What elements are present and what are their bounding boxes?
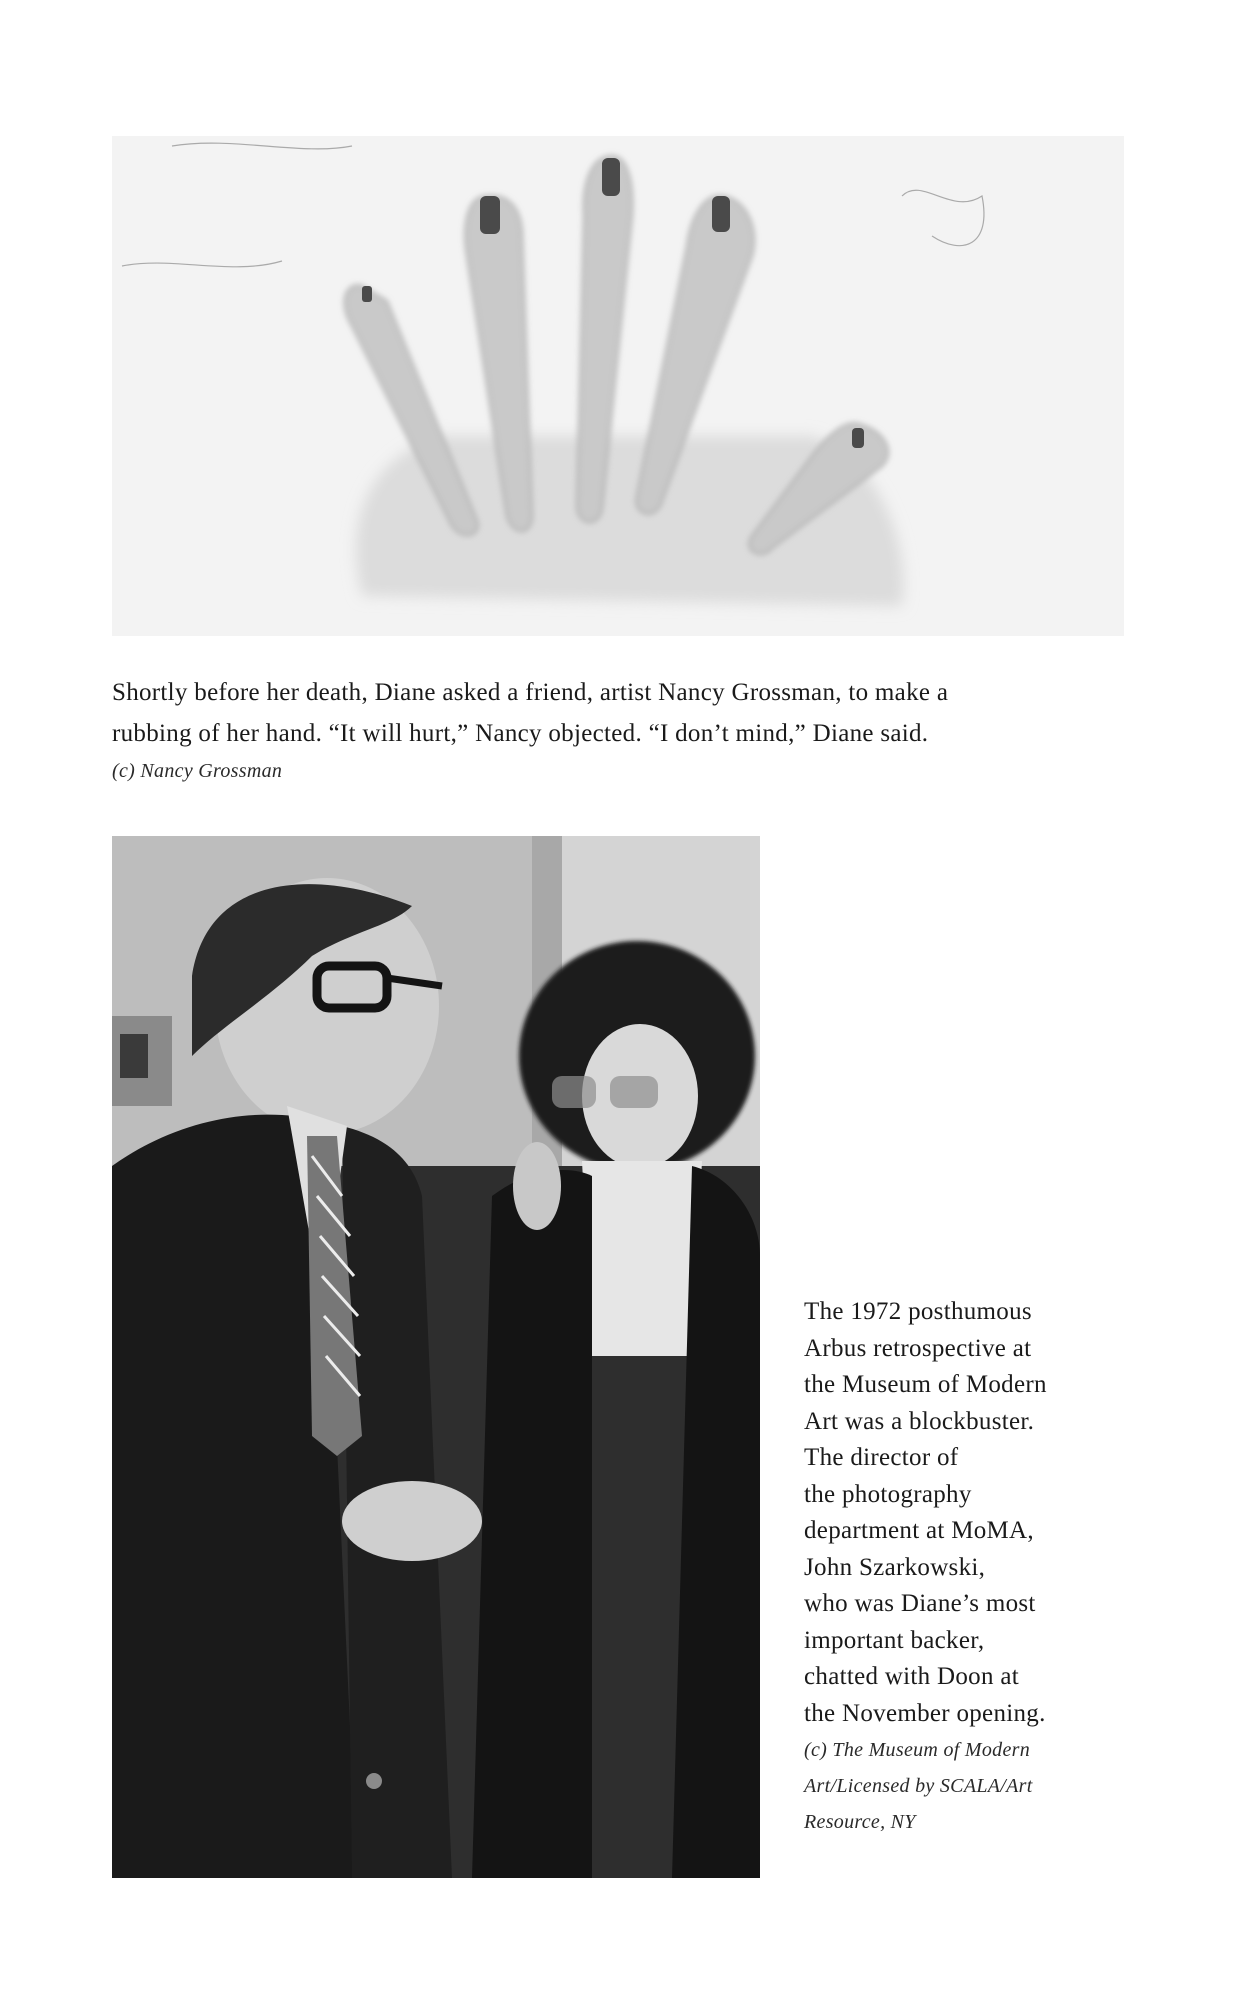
caption-line: John Szarkowski, <box>804 1553 986 1581</box>
top-caption <box>112 672 1124 786</box>
caption-line: rubbing of her hand. “It will hurt,” Nancy objected. “I don’t mind,” Diane said. <box>112 720 929 747</box>
caption-line: the photography <box>804 1480 972 1508</box>
caption-line: Shortly before her death, Diane asked a friend, artist Nancy Grossman, to make a <box>112 679 949 706</box>
caption-line: who was Diane’s most <box>804 1590 1036 1617</box>
hand-rubbing-drawing <box>112 136 1124 636</box>
photo-credit-line: Art/Licensed by SCALA/Art <box>804 1775 1033 1797</box>
caption-line: the November opening. <box>804 1699 1046 1727</box>
moma-opening-photo <box>112 836 760 1878</box>
hand-rubbing-image <box>112 136 1124 636</box>
caption-line: department at MoMA, <box>804 1517 1034 1544</box>
caption-line: The director of <box>804 1444 959 1471</box>
caption-line: Art was a blockbuster. <box>804 1407 1035 1435</box>
caption-line: Arbus retrospective at <box>804 1334 1032 1362</box>
photo-credit-line: Resource, NY <box>804 1811 916 1833</box>
caption-line: chatted with Doon at <box>804 1663 1019 1690</box>
caption-line: The 1972 posthumous <box>804 1298 1032 1325</box>
caption-line: important backer, <box>804 1626 985 1654</box>
moma-opening-photograph <box>112 836 760 1878</box>
caption-line: the Museum of Modern <box>804 1371 1047 1398</box>
side-caption <box>804 1294 1134 1840</box>
photo-credit: (c) Nancy Grossman <box>112 760 283 782</box>
photo-credit-line: (c) The Museum of Modern <box>804 1739 1031 1761</box>
